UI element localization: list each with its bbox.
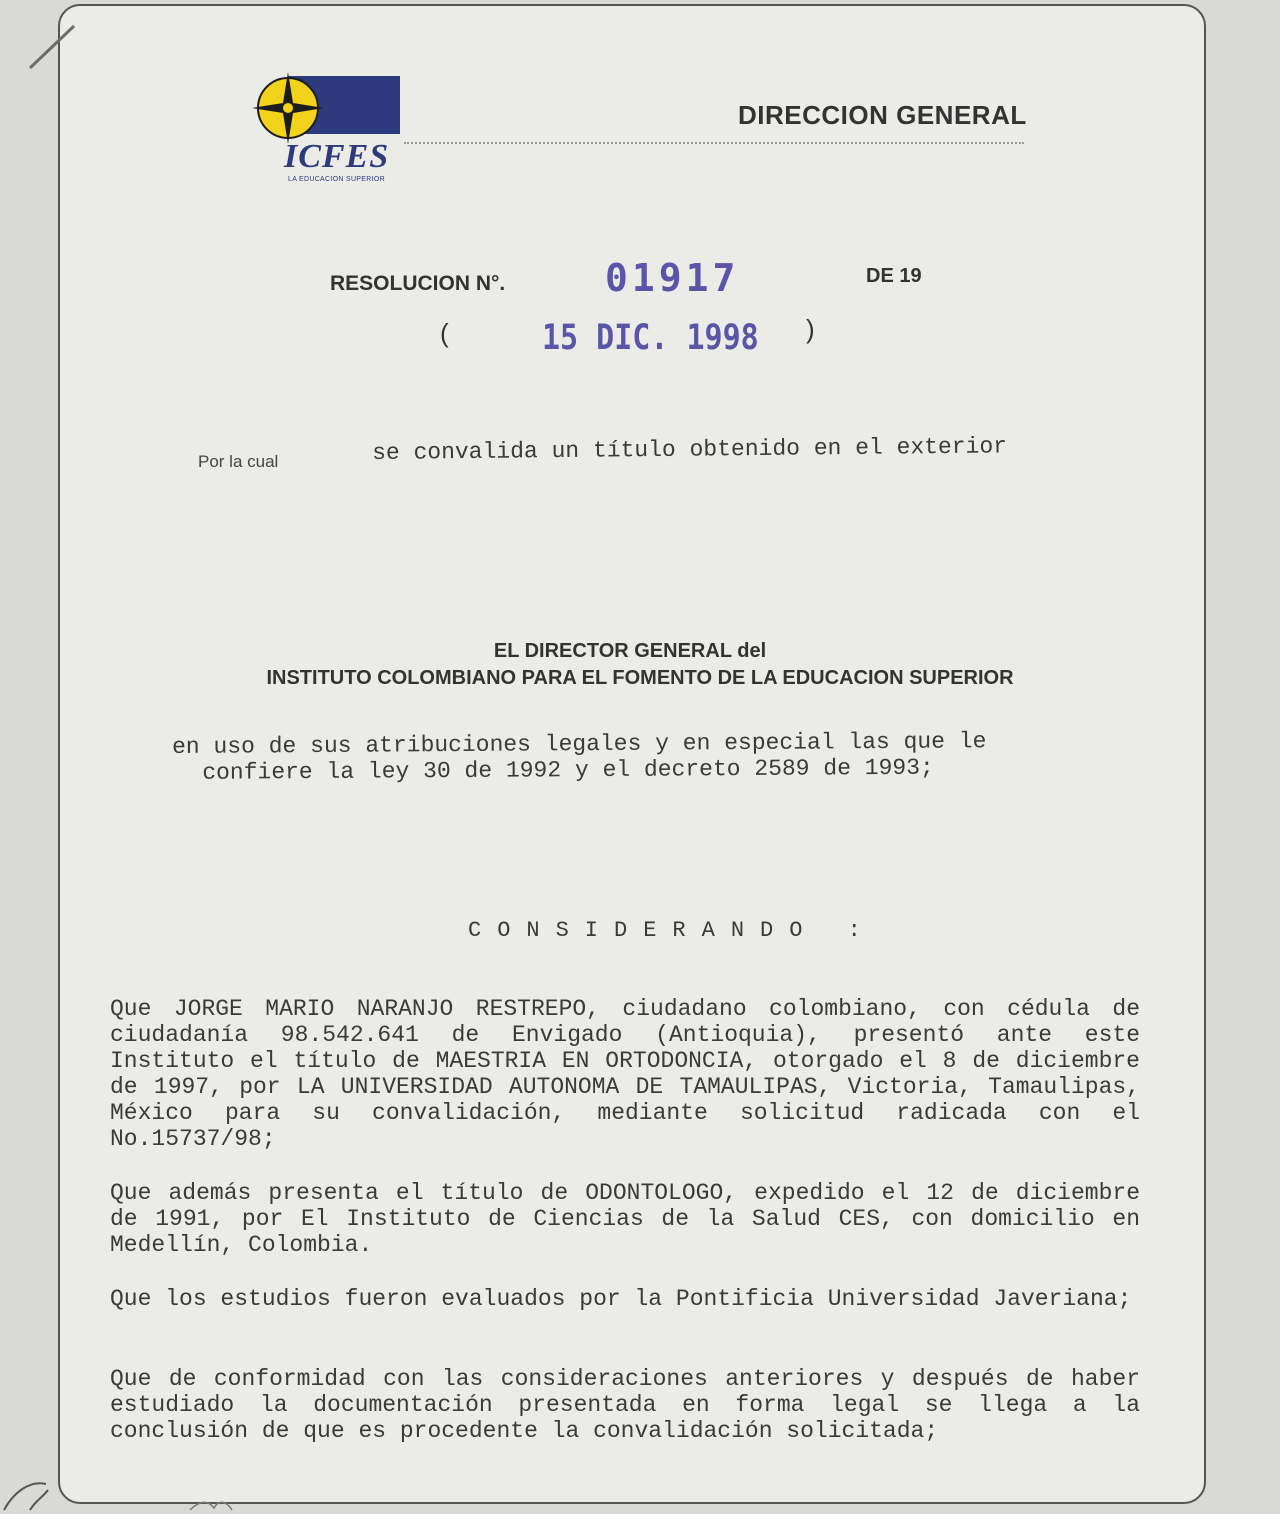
considerando-paragraph-4: Que de conformidad con las consideraciones anteriores y después de haber estudiado la documentación presentada en forma legal se llega a la conclusión de que es procedente la convalidación solicitada;: [110, 1366, 1140, 1444]
date-paren-open: (: [440, 318, 449, 348]
logo-wordmark: ICFES: [284, 138, 390, 175]
department-title: DIRECCION GENERAL: [738, 100, 1027, 130]
resolution-label: RESOLUCION N°.: [330, 272, 506, 295]
considerando-heading: CONSIDERANDO :: [468, 918, 877, 943]
resolution-number-stamp: 01917: [605, 256, 740, 300]
resolution-year-label: DE 19: [866, 265, 922, 287]
handwritten-mark: [0, 1470, 280, 1514]
staple-mark: [24, 18, 84, 78]
preamble-line-1: en uso de sus atribuciones legales y en especial las que le: [172, 728, 987, 760]
authority-line-1: EL DIRECTOR GENERAL del: [493, 640, 767, 662]
preamble: [172, 727, 1132, 786]
considerando-paragraph-2: Que además presenta el título de ODONTOLOGO, expedido el 12 de diciembre de 1991, por El Instituto de Ciencias de la Salud CES, con domicilio en Medellín, Colombia.: [110, 1180, 1140, 1258]
header-rule: [404, 142, 1024, 144]
subject-prefix: Por la cual: [198, 452, 279, 471]
date-paren-close: ): [806, 314, 815, 344]
preamble-line-2: confiere la ley 30 de 1992 y el decreto 2589 de 1993;: [202, 754, 934, 786]
authority-line-2: INSTITUTO COLOMBIANO PARA EL FOMENTO DE LA EDUCACION SUPERIOR: [266, 667, 1014, 689]
considerando-paragraph-3: Que los estudios fueron evaluados por la Pontificia Universidad Javeriana;: [110, 1286, 1132, 1312]
subject-text: se convalida un título obtenido en el exterior: [372, 433, 1008, 466]
authority-block: [0, 638, 1280, 692]
considerando-paragraph-1: Que JORGE MARIO NARANJO RESTREPO, ciudadano colombiano, con cédula de ciudadanía 98.542.641 de Envigado (Antioquia), presentó ante este Instituto el título de MAESTRIA EN ORTODONCIA, otorgado el 8 de diciembre de 1997, por LA UNIVERSIDAD AUTONOMA DE TAMAULIPAS, Victoria, Tamaulipas, México para su convalidación, mediante solicitud radicada con el No.15737/98;: [110, 996, 1140, 1152]
logo-tagline: LA EDUCACION SUPERIOR: [288, 176, 385, 183]
date-stamp: 15 DIC. 1998: [542, 318, 759, 359]
